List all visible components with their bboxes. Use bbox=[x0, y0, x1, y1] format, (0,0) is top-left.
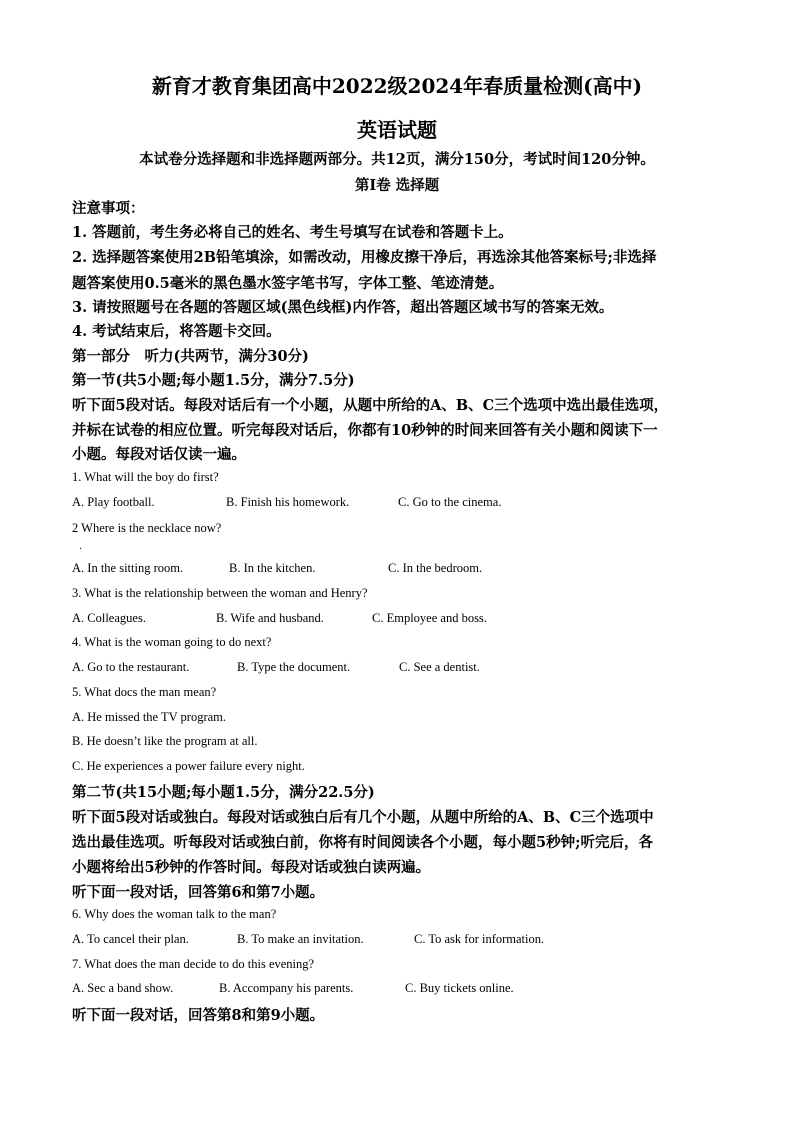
notes-heading: 注意事项： bbox=[72, 200, 145, 217]
question-2: 2 Where is the necklace now? bbox=[72, 521, 222, 535]
question-1: 1. What will the boy do first? bbox=[72, 470, 219, 484]
section1-instruction-b: 并标在试卷的相应位置。听完每段对话后，你都有10秒钟的时间来回答有关小题和阅读下一 bbox=[72, 422, 658, 439]
question-2-option-a: A. In the sitting room. bbox=[72, 561, 184, 575]
note-2a: 2. 选择题答案使用2B铅笔填涂，如需改动，用橡皮擦干净后，再选涂其他答案标号;非选择 bbox=[72, 249, 657, 266]
question-3-option-a: A. Colleagues. bbox=[72, 611, 146, 625]
question-5-option-c: C. He experiences a power failure every night. bbox=[72, 759, 305, 773]
question-4: 4. What is the woman going to do next? bbox=[72, 635, 272, 649]
dialog-6-7-heading: 听下面一段对话，回答第6和第7小题。 bbox=[72, 884, 325, 901]
note-3: 3. 请按照题号在各题的答题区域(黑色线框)内作答，超出答题区域书写的答案无效。 bbox=[72, 299, 614, 316]
question-6-option-a: A. To cancel their plan. bbox=[72, 932, 189, 946]
section1-instruction-a: 听下面5段对话。每段对话后有一个小题，从题中所给的A、B、C三个选项中选出最佳选项， bbox=[72, 397, 669, 414]
note-4: 4. 考试结束后，将答题卡交回。 bbox=[72, 323, 281, 340]
exam-title: 新育才教育集团高中2022级2024年春质量检测(高中) bbox=[151, 74, 643, 98]
exam-subtitle: 英语试题 bbox=[357, 118, 437, 142]
question-6-option-b: B. To make an invitation. bbox=[237, 932, 364, 946]
section1-heading: 第一节(共5小题;每小题1.5分，满分7.5分) bbox=[72, 372, 355, 389]
question-5-option-b: B. He doesn’t like the program at all. bbox=[72, 734, 258, 748]
dialog-8-9-heading: 听下面一段对话，回答第8和第9小题。 bbox=[72, 1007, 325, 1024]
part1-heading: 第一部分 听力(共两节，满分30分) bbox=[72, 348, 309, 365]
question-2-option-b: B. In the kitchen. bbox=[229, 561, 316, 575]
question-3-option-c: C. Employee and boss. bbox=[372, 611, 487, 625]
question-1-option-c: C. Go to the cinema. bbox=[398, 495, 502, 509]
section2-heading: 第二节(共15小题;每小题1.5分，满分22.5分) bbox=[72, 784, 375, 801]
question-7-option-c: C. Buy tickets online. bbox=[405, 981, 514, 995]
question-4-option-b: B. Type the document. bbox=[237, 660, 351, 674]
question-5: 5. What docs the man mean? bbox=[72, 685, 217, 699]
exam-intro: 本试卷分选择题和非选择题两部分。共12页，满分150分，考试时间120分钟。 bbox=[139, 151, 655, 168]
question-3-option-b: B. Wife and husband. bbox=[216, 611, 324, 625]
section2-instruction-a: 听下面5段对话或独白。每段对话或独白后有几个小题，从题中所给的A、B、C三个选项中 bbox=[72, 809, 654, 826]
volume-heading: 第Ⅰ卷 选择题 bbox=[354, 177, 440, 194]
question-6-option-c: C. To ask for information. bbox=[414, 932, 545, 946]
question-3: 3. What is the relationship between the woman and Henry? bbox=[72, 586, 368, 600]
question-2-option-c: C. In the bedroom. bbox=[388, 561, 483, 575]
stray-dot-mark: · bbox=[79, 544, 83, 555]
question-6: 6. Why does the woman talk to the man? bbox=[72, 907, 277, 921]
question-4-option-c: C. See a dentist. bbox=[399, 660, 480, 674]
section2-instruction-b: 选出最佳选项。听每段对话或独白前，你将有时间阅读各个小题，每小题5秒钟;听完后，各 bbox=[72, 834, 653, 851]
question-7-option-a: A. Sec a band show. bbox=[72, 981, 174, 995]
section1-instruction-c: 小题。每段对话仅读一遍。 bbox=[72, 446, 246, 463]
question-1-option-b: B. Finish his homework. bbox=[226, 495, 350, 509]
note-1: 1. 答题前，考生务必将自己的姓名、考生号填写在试卷和答题卡上。 bbox=[72, 224, 513, 241]
question-4-option-a: A. Go to the restaurant. bbox=[72, 660, 190, 674]
question-1-option-a: A. Play football. bbox=[72, 495, 155, 509]
question-7-option-b: B. Accompany his parents. bbox=[219, 981, 354, 995]
question-7: 7. What does the man decide to do this evening? bbox=[72, 957, 315, 971]
note-2b: 题答案使用0.5毫米的黑色墨水签字笔书写，字体工整、笔迹清楚。 bbox=[72, 275, 504, 292]
question-5-option-a: A. He missed the TV program. bbox=[72, 710, 227, 724]
section2-instruction-c: 小题将给出5秒钟的作答时间。每段对话或独白读两遍。 bbox=[72, 859, 431, 876]
